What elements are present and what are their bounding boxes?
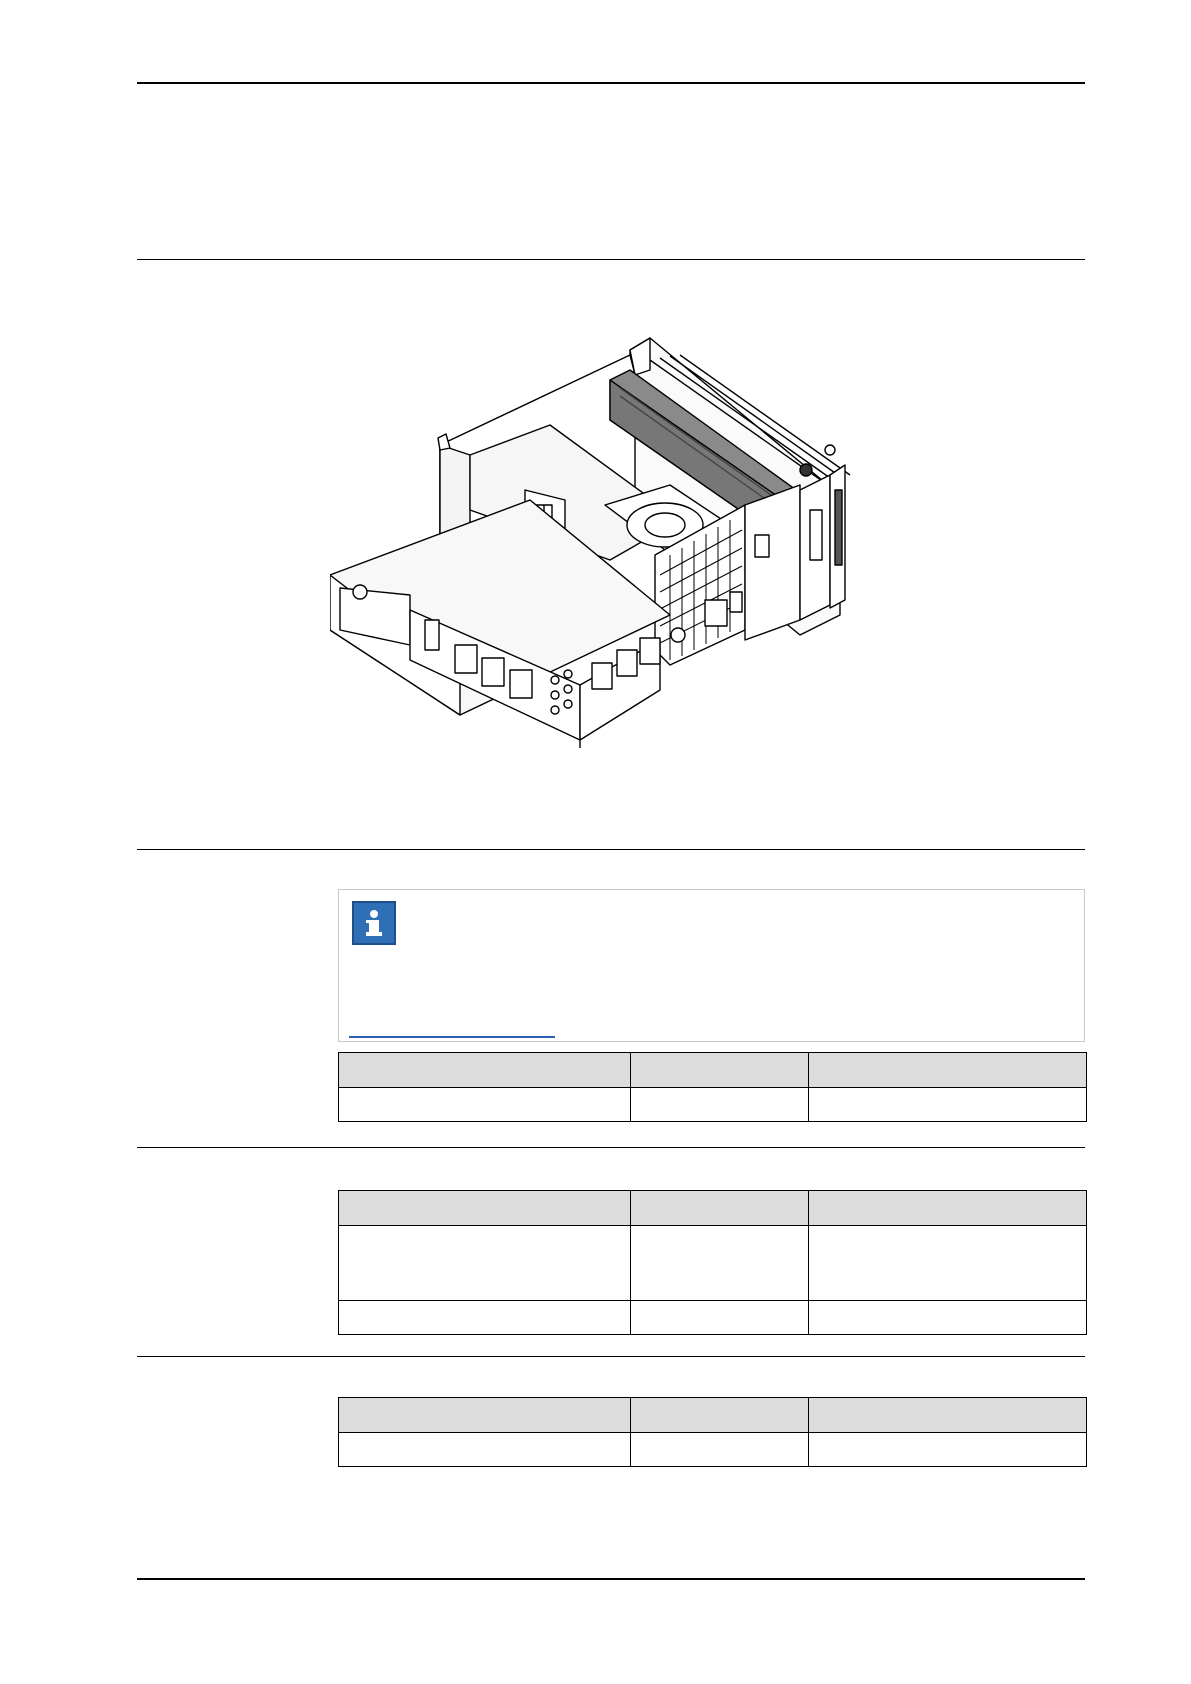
table-header-row (339, 1053, 1087, 1088)
table-header-cell (631, 1191, 809, 1226)
table-cell (339, 1433, 631, 1467)
table-header-cell (809, 1398, 1087, 1433)
table-cell (631, 1433, 809, 1467)
table-row (339, 1433, 1087, 1467)
table-row (339, 1226, 1087, 1301)
note-link[interactable] (349, 1036, 555, 1038)
header-rule (137, 82, 1085, 84)
table-cell (631, 1088, 809, 1122)
table-header-row (339, 1398, 1087, 1433)
table-header-cell (809, 1053, 1087, 1088)
table-header-cell (339, 1398, 631, 1433)
section-rule-1 (137, 849, 1085, 850)
table-header-cell (339, 1053, 631, 1088)
table-cell (631, 1301, 809, 1335)
section-rule-2 (137, 1147, 1085, 1148)
table-header-cell (631, 1398, 809, 1433)
table-cell (339, 1301, 631, 1335)
table-header-cell (631, 1053, 809, 1088)
section-rule-3 (137, 1356, 1085, 1357)
table-row (339, 1088, 1087, 1122)
table-cell (809, 1433, 1087, 1467)
spec-table-1 (338, 1052, 1087, 1122)
table-row (339, 1301, 1087, 1335)
table-cell (631, 1226, 809, 1301)
table-cell (809, 1088, 1087, 1122)
table-cell (339, 1226, 631, 1301)
table-header-cell (339, 1191, 631, 1226)
section-rule-figure (137, 259, 1085, 260)
table-header-cell (809, 1191, 1087, 1226)
table-cell (809, 1226, 1087, 1301)
spec-table-3 (338, 1397, 1087, 1467)
info-icon (352, 901, 396, 945)
table-header-row (339, 1191, 1087, 1226)
spec-table-2 (338, 1190, 1087, 1335)
table-cell (809, 1301, 1087, 1335)
footer-rule (137, 1578, 1085, 1580)
computer-unit-illustration (330, 330, 910, 820)
table-cell (339, 1088, 631, 1122)
note-box (338, 889, 1085, 1042)
